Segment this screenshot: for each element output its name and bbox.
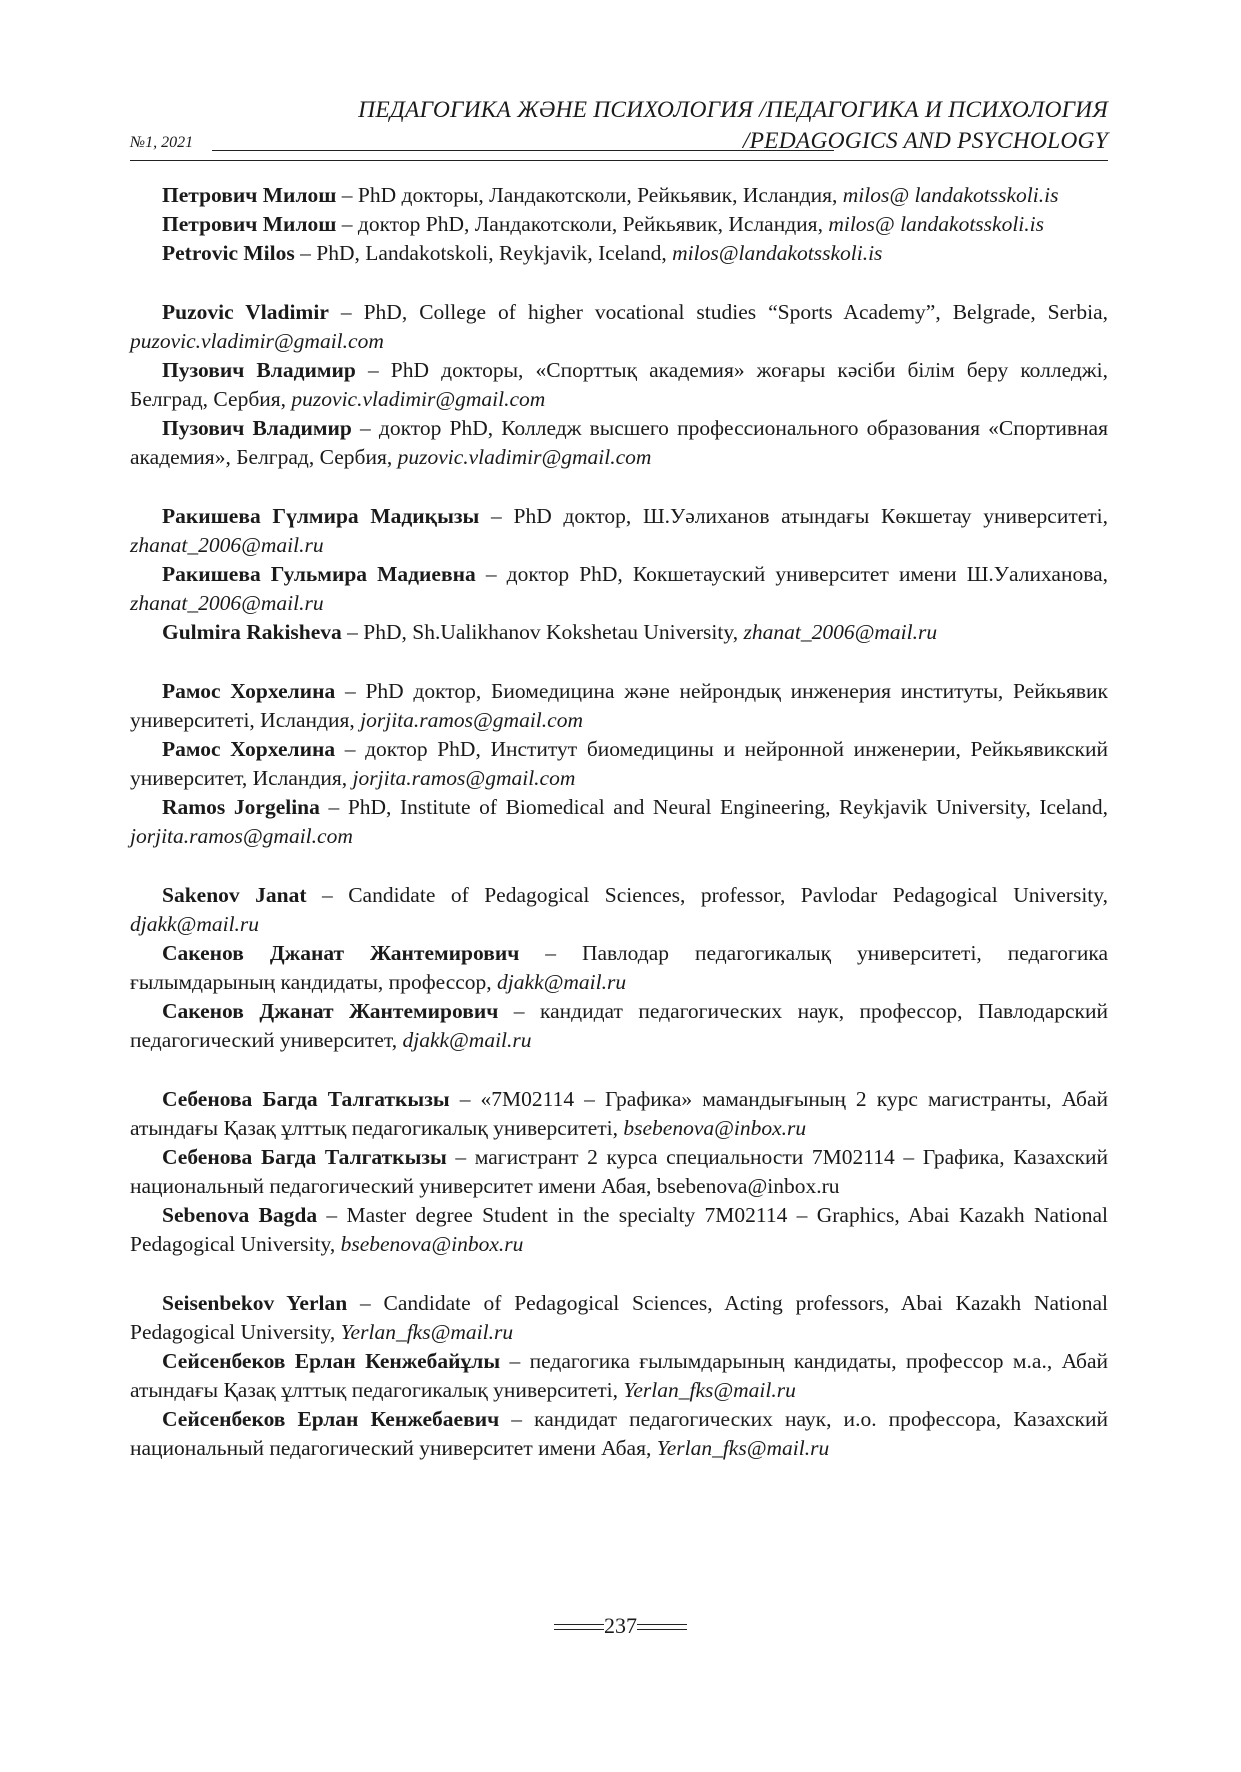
header-rule <box>130 160 1108 161</box>
author-details: – PhD докторы, «Спорттық академия» жоғары кәсіби білім беру колледжі, Белград, Сербия, <box>130 358 1108 411</box>
author-name: Рамос Хорхелина <box>162 679 336 703</box>
author-name: Ракишева Гүлмира Мадиқызы <box>162 504 480 528</box>
author-name: Sebenova Bagda <box>162 1203 318 1227</box>
author-email: milos@ landakotsskoli.is <box>828 212 1044 236</box>
author-name: Petrovic Milos <box>162 241 295 265</box>
author-paragraph <box>130 1085 1108 1143</box>
author-paragraph <box>130 1143 1108 1201</box>
page-number: 237 <box>604 1613 637 1638</box>
author-paragraph <box>130 735 1108 793</box>
author-list <box>130 181 1108 1463</box>
author-paragraph <box>130 1201 1108 1259</box>
author-paragraph <box>130 181 1108 210</box>
author-entry <box>130 1085 1108 1259</box>
author-email: bsebenova@inbox.ru <box>623 1116 807 1140</box>
author-paragraph <box>130 618 1108 647</box>
author-entry <box>130 181 1108 268</box>
author-name: Сейсенбеков Ерлан Кенжебаевич <box>162 1407 500 1431</box>
author-paragraph <box>130 1405 1108 1463</box>
author-paragraph <box>130 210 1108 239</box>
author-name: Пузович Владимир <box>162 416 352 440</box>
header-row <box>130 126 1108 156</box>
page-number-rule-left <box>554 1623 604 1633</box>
author-details: – Candidate of Pedagogical Sciences, professor, Pavlodar Pedagogical University, <box>306 883 1108 907</box>
author-details: – доктор PhD, Колледж высшего профессионального образования «Спортивная академия», Белград, Сербия, <box>130 416 1108 469</box>
author-details: – Павлодар педагогикалық университеті, педагогика ғылымдарының кандидаты, профессор, <box>130 941 1108 994</box>
page-footer <box>0 1609 1241 1643</box>
author-details: – PhD доктор, Биомедицина және нейрондық инженерия институты, Рейкьявик университеті, Исландия, <box>130 679 1108 732</box>
author-email: puzovic.vladimir@gmail.com <box>130 329 384 353</box>
author-paragraph <box>130 239 1108 268</box>
author-details: – доктор PhD, Ландакотсколи, Рейкьявик, Исландия, <box>336 212 829 236</box>
author-email: djakk@mail.ru <box>130 912 260 936</box>
author-entry <box>130 881 1108 1055</box>
author-paragraph <box>130 1289 1108 1347</box>
author-name: Sakenov Janat <box>162 883 307 907</box>
author-details: – кандидат педагогических наук, и.о. профессора, Казахский национальный педагогический университет имени Абая, <box>130 1407 1108 1460</box>
author-name: Сакенов Джанат Жантемирович <box>162 941 520 965</box>
author-paragraph <box>130 356 1108 414</box>
author-name: Себенова Багда Талгаткызы <box>162 1087 450 1111</box>
author-paragraph <box>130 997 1108 1055</box>
author-email: Yerlan_fks@mail.ru <box>340 1320 514 1344</box>
journal-title: ПЕДАГОГИКА ЖӘНЕ ПСИХОЛОГИЯ /ПЕДАГОГИКА И ПСИХОЛОГИЯ <box>358 97 1108 123</box>
author-email: Yerlan_fks@mail.ru <box>623 1378 796 1402</box>
author-name: Петрович Милош <box>162 183 337 207</box>
author-paragraph <box>130 793 1108 851</box>
author-email: puzovic.vladimir@gmail.com <box>397 445 652 469</box>
author-name: Пузович Владимир <box>162 358 356 382</box>
author-name: Сакенов Джанат Жантемирович <box>162 999 499 1023</box>
author-email: djakk@mail.ru <box>497 970 627 994</box>
author-details: – доктор PhD, Кокшетауский университет имени Ш.Уалиханова, <box>475 562 1108 586</box>
author-name: Ракишева Гульмира Мадиевна <box>162 562 476 586</box>
author-details: – PhD доктор, Ш.Уәлиханов атындағы Көкшетау университеті, <box>479 504 1109 528</box>
author-email: puzovic.vladimir@gmail.com <box>291 387 546 411</box>
author-email: jorjita.ramos@gmail.com <box>360 708 583 732</box>
author-paragraph <box>130 677 1108 735</box>
author-email: zhanat_2006@mail.ru <box>130 533 324 557</box>
author-name: Сейсенбеков Ерлан Кенжебайұлы <box>162 1349 501 1373</box>
author-paragraph <box>130 502 1108 560</box>
author-email: zhanat_2006@mail.ru <box>743 620 938 644</box>
author-entry <box>130 677 1108 851</box>
author-details: – «7М02114 – Графика» мамандығының 2 курс магистранты, Абай атындағы Қазақ ұлттық педагогикалық университеті, <box>130 1087 1108 1140</box>
author-details: – PhD, College of higher vocational studies “Sports Academy”, Belgrade, Serbia, <box>328 300 1108 324</box>
author-details: – магистрант 2 курса специальности 7М02114 – Графика, Казахский национальный педагогический университет имени Абая, bsebenova@inbox.ru <box>130 1145 1108 1198</box>
author-email: zhanat_2006@mail.ru <box>130 591 324 615</box>
author-details: – педагогика ғылымдарының кандидаты, профессор м.а., Абай атындағы Қазақ ұлттық педагогикалық университеті, <box>130 1349 1108 1402</box>
author-details: – PhD, Sh.Ualikhanov Kokshetau University, <box>341 620 744 644</box>
author-name: Puzovic Vladimir <box>162 300 329 324</box>
author-entry <box>130 298 1108 472</box>
author-name: Рамос Хорхелина <box>162 737 336 761</box>
author-email: bsebenova@inbox.ru <box>340 1232 524 1256</box>
author-email: djakk@mail.ru <box>402 1028 532 1052</box>
author-email: jorjita.ramos@gmail.com <box>352 766 576 790</box>
author-details: – PhD, Institute of Biomedical and Neural Engineering, Reykjavik University, Iceland, <box>319 795 1108 819</box>
author-details: – кандидат педагогических наук, профессор, Павлодарский педагогический университет, <box>130 999 1108 1052</box>
author-details: – доктор PhD, Институт биомедицины и нейронной инженерии, Рейкьявикский университет, Исландия, <box>130 737 1108 790</box>
author-name: Петрович Милош <box>162 212 337 236</box>
author-email: milos@landakotsskoli.is <box>672 241 883 265</box>
author-name: Gulmira Rakisheva <box>162 620 342 644</box>
header-divider <box>212 150 834 151</box>
author-email: jorjita.ramos@gmail.com <box>130 824 353 848</box>
author-details: – Master degree Student in the specialty 7M02114 – Graphics, Abai Kazakh National Pedagogical University, <box>130 1203 1108 1256</box>
author-details: – PhD докторы, Ландакотсколи, Рейкьявик, Исландия, <box>336 183 843 207</box>
author-paragraph <box>130 298 1108 356</box>
author-name: Seisenbekov Yerlan <box>162 1291 348 1315</box>
journal-subtitle: /PEDAGOGICS AND PSYCHOLOGY <box>742 128 1108 154</box>
author-email: Yerlan_fks@mail.ru <box>656 1436 830 1460</box>
author-name: Ramos Jorgelina <box>162 795 320 819</box>
page-number-rule-right <box>637 1623 687 1633</box>
author-paragraph <box>130 414 1108 472</box>
author-entry <box>130 502 1108 647</box>
page-number-block <box>554 1609 687 1643</box>
author-email: milos@ landakotsskoli.is <box>842 183 1059 207</box>
author-details: – PhD, Landakotskoli, Reykjavik, Iceland, <box>294 241 673 265</box>
author-paragraph <box>130 1347 1108 1405</box>
issue-number: №1, 2021 <box>130 134 194 151</box>
author-name: Себенова Багда Талгаткызы <box>162 1145 447 1169</box>
author-entry <box>130 1289 1108 1463</box>
author-details: – Candidate of Pedagogical Sciences, Acting professors, Abai Kazakh National Pedagogical University, <box>130 1291 1108 1344</box>
author-paragraph <box>130 881 1108 939</box>
author-paragraph <box>130 939 1108 997</box>
author-paragraph <box>130 560 1108 618</box>
